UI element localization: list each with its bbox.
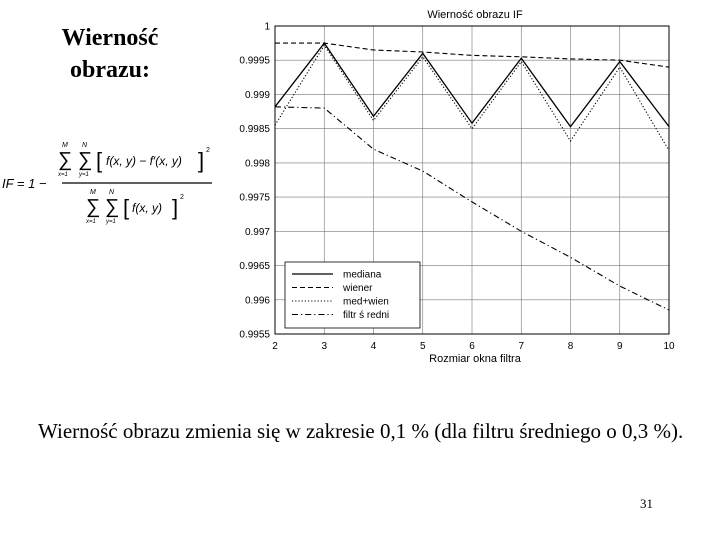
chart-legend: [285, 262, 420, 328]
slide-title-line-1: Wierność: [61, 25, 159, 51]
page-number: 31: [640, 496, 653, 511]
x-tick-label: 9: [616, 341, 623, 352]
y-tick-label: 0.997: [244, 226, 270, 238]
y-tick-label: 0.998: [244, 158, 270, 170]
formula-den-upper-n: N: [109, 189, 115, 196]
formula-num-sum-x: ∑: [58, 149, 73, 171]
formula-den-close-bracket: ]: [172, 195, 179, 220]
slide-caption: Wierność obrazu zmienia się w zakresie 0,1 % (dla filtru średniego o 0,3 %).: [38, 419, 684, 443]
fidelity-formula: [2, 138, 214, 230]
formula-den-lower-x: x=1: [86, 219, 96, 225]
formula-den-open-bracket: [: [123, 195, 130, 220]
y-tick-label: 0.9975: [239, 192, 270, 204]
formula-den-sum-x: ∑: [86, 196, 101, 218]
x-tick-label: 2: [272, 341, 278, 352]
formula-num-lower-x: x=1: [58, 172, 68, 178]
formula-lhs: IF = 1 −: [2, 176, 47, 191]
y-tick-label: 0.9985: [239, 124, 270, 136]
y-tick-label: 1: [264, 21, 270, 33]
y-tick-label: 0.999: [244, 89, 270, 101]
x-tick-label: 3: [321, 341, 328, 352]
formula-num-close-bracket: ]: [198, 148, 205, 173]
formula-num-upper-n: N: [82, 142, 88, 149]
formula-den-sum-y: ∑: [105, 196, 120, 218]
formula-denominator-term: f(x, y): [132, 201, 162, 215]
y-tick-label: 0.996: [244, 295, 270, 307]
x-axis-label: Rozmiar okna filtra: [429, 353, 521, 365]
formula-numerator-term: f(x, y) − f′(x, y): [106, 154, 182, 168]
formula-den-upper-m: M: [90, 189, 96, 196]
x-tick-label: 4: [370, 341, 377, 352]
x-tick-label: 5: [419, 341, 426, 352]
fidelity-line-chart: [222, 4, 682, 366]
legend-label: filtr ś redni: [343, 310, 390, 321]
legend-label: wiener: [343, 283, 373, 294]
x-tick-label: 8: [567, 341, 574, 352]
formula-num-sum-y: ∑: [78, 149, 93, 171]
formula-den-exponent: 2: [180, 194, 184, 201]
formula-num-exponent: 2: [206, 147, 210, 154]
x-tick-label: 6: [469, 341, 475, 352]
y-tick-label: 0.9965: [239, 261, 270, 273]
legend-label: med+wien: [343, 296, 389, 308]
slide-title: [40, 22, 180, 86]
y-tick-label: 0.9995: [239, 55, 270, 67]
slide-title-line-2: obrazu:: [70, 57, 150, 83]
formula-num-lower-y: y=1: [79, 172, 89, 178]
formula-num-open-bracket: [: [96, 148, 103, 173]
x-tick-label: 10: [663, 341, 675, 352]
legend-label: mediana: [343, 269, 382, 281]
chart-title: Wierność obrazu IF: [427, 9, 523, 21]
formula-num-upper-m: M: [62, 142, 68, 149]
y-tick-label: 0.9955: [239, 329, 270, 341]
x-tick-label: 7: [518, 341, 525, 352]
formula-den-lower-y: y=1: [106, 219, 116, 225]
